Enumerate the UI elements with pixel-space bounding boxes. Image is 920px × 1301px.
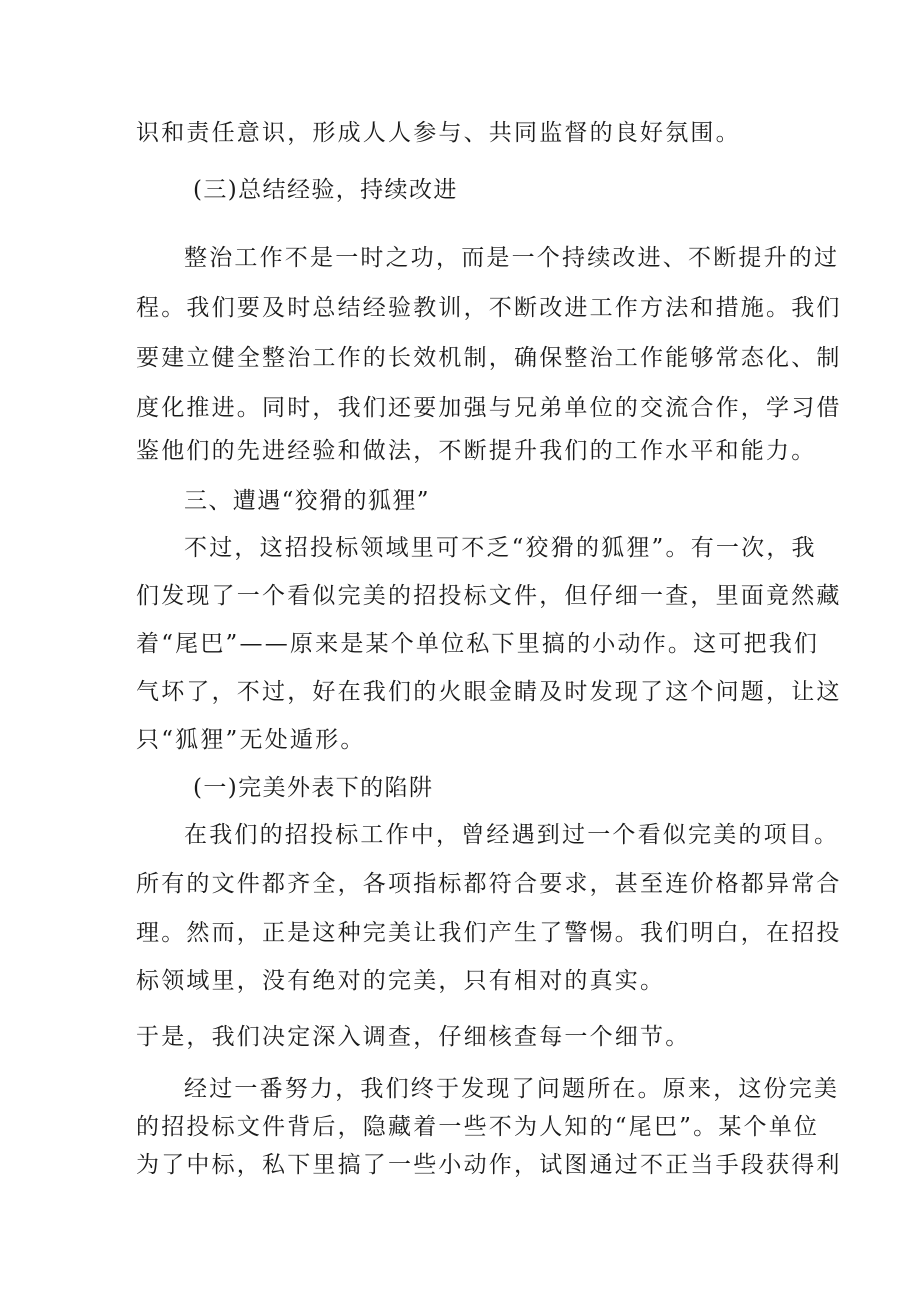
paragraph-line: 不过，这招投标领域里可不乏“狡猾的狐狸”。有一次，我 <box>184 535 817 561</box>
paragraph-line: 标领域里，没有绝对的完美，只有相对的真实。 <box>136 968 666 994</box>
section-heading-3: (三)总结经验，持续改进 <box>193 177 458 203</box>
paragraph-line: 鉴他们的先进经验和做法，不断提升我们的工作水平和能力。 <box>136 438 817 464</box>
paragraph-line: 于是，我们决定深入调查，仔细核查每一个细节。 <box>136 1024 691 1050</box>
paragraph-line: 要建立健全整治工作的长效机制，确保整治工作能够常态化、制 <box>136 345 842 371</box>
paragraph-line: 理。然而，正是这种完美让我们产生了警惕。我们明白，在招投 <box>136 920 842 946</box>
paragraph-line: 程。我们要及时总结经验教训，不断改进工作方法和措施。我们 <box>136 295 842 321</box>
paragraph-line: 的招投标文件背后，隐藏着一些不为人知的“尾巴”。某个单位 <box>136 1114 820 1140</box>
paragraph-line: 气坏了，不过，好在我们的火眼金睛及时发现了这个问题，让这 <box>136 679 842 705</box>
chapter-heading: 三、遭遇“狡猾的狐狸” <box>184 488 430 514</box>
paragraph-line: 着“尾巴”——原来是某个单位私下里搞的小动作。这可把我们 <box>136 631 820 657</box>
paragraph-line: 识和责任意识，形成人人参与、共同监督的良好氛围。 <box>136 120 741 146</box>
section-heading-1: (一)完美外表下的陷阱 <box>193 775 434 801</box>
paragraph-line: 所有的文件都齐全，各项指标都符合要求，甚至连价格都异常合 <box>136 871 842 897</box>
paragraph-line: 整治工作不是一时之功，而是一个持续改进、不断提升的过 <box>184 245 840 271</box>
paragraph-line: 在我们的招投标工作中，曾经遇到过一个看似完美的项目。 <box>184 822 840 848</box>
paragraph-line: 经过一番努力，我们终于发现了问题所在。原来，这份完美 <box>184 1076 840 1102</box>
paragraph-line: 只“狐狸”无处遁形。 <box>136 727 366 753</box>
paragraph-line: 们发现了一个看似完美的招投标文件，但仔细一查，里面竟然藏 <box>136 583 842 609</box>
paragraph-line: 为了中标，私下里搞了一些小动作，试图通过不正当手段获得利 <box>136 1152 842 1178</box>
paragraph-line: 度化推进。同时，我们还要加强与兄弟单位的交流合作，学习借 <box>136 395 842 421</box>
